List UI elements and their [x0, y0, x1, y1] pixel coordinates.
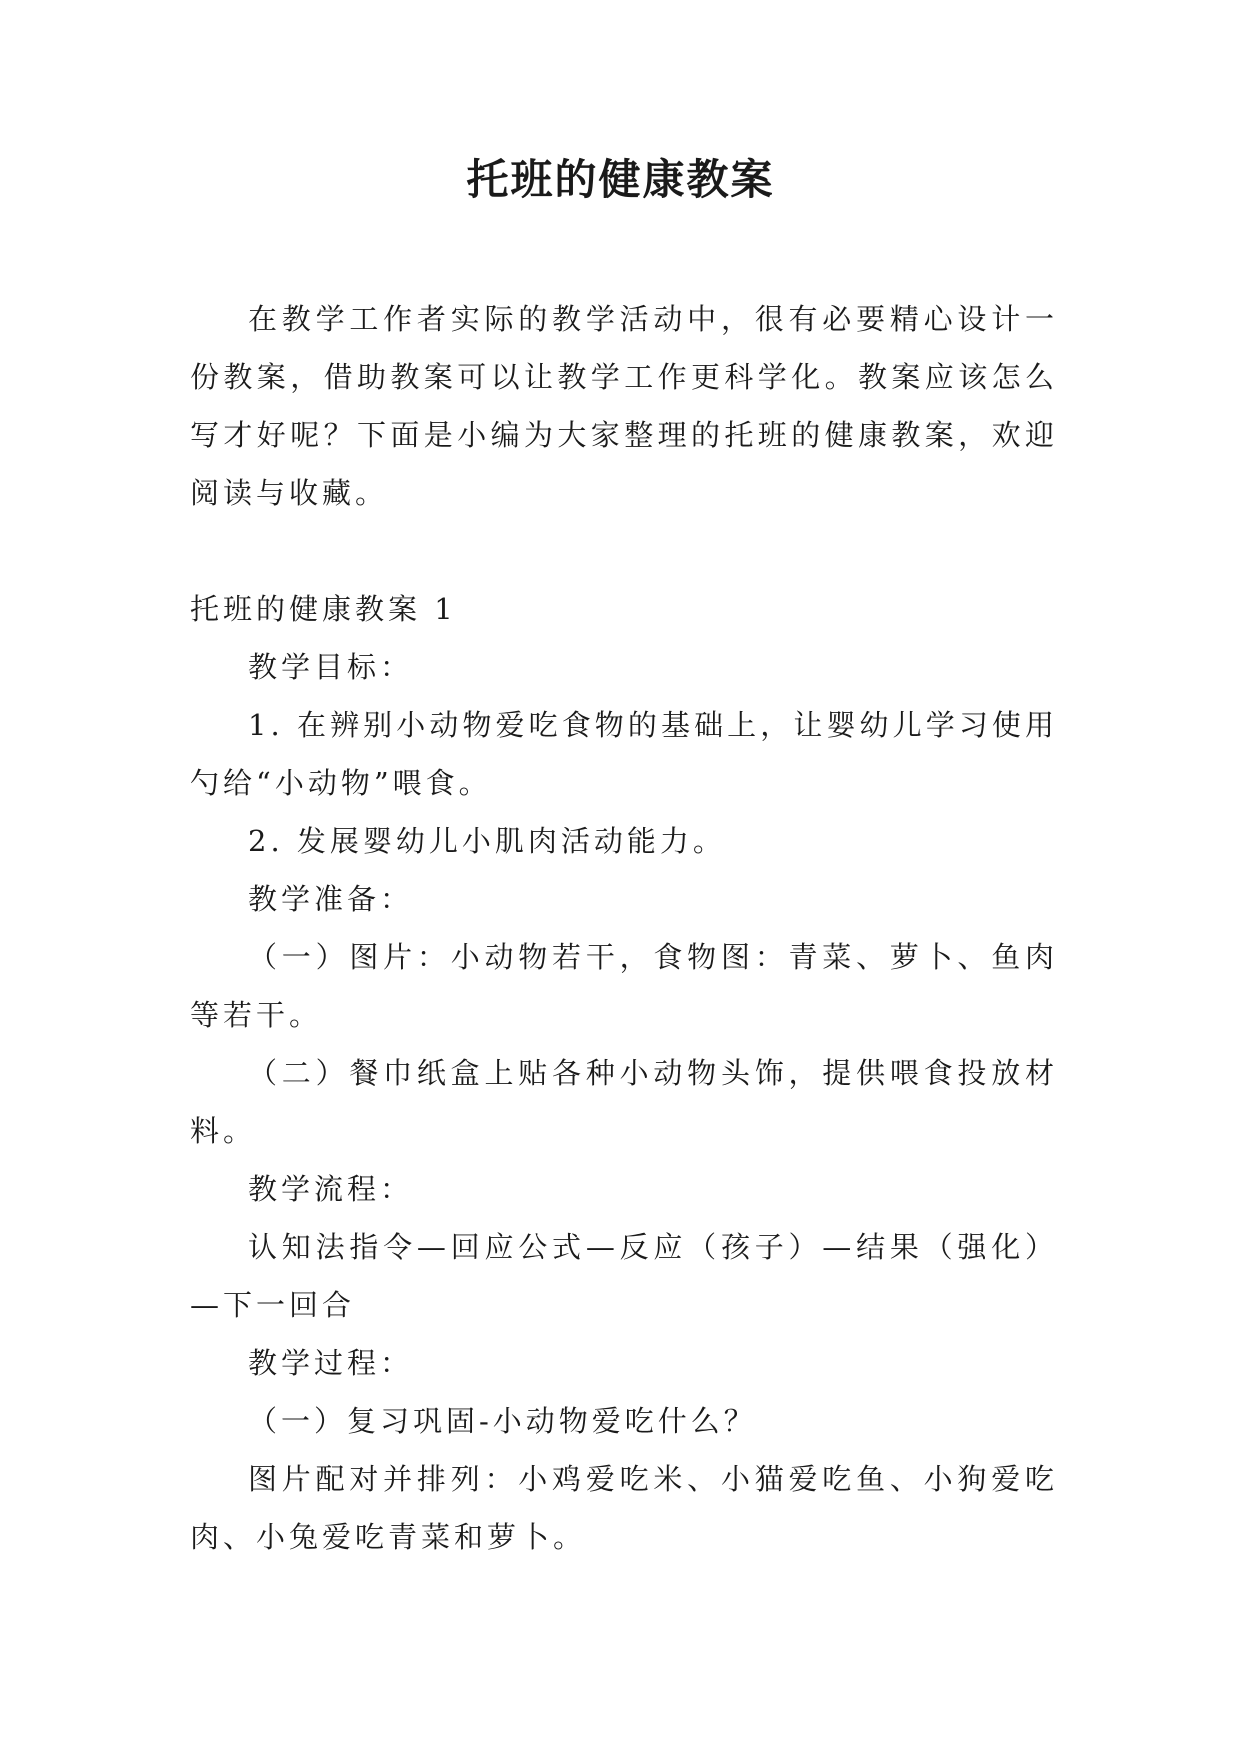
goals-heading: 教学目标：	[248, 650, 414, 684]
section-heading: 托班的健康教案 1	[190, 592, 457, 626]
document-title: 托班的健康教案	[466, 155, 775, 204]
intro-paragraph: 在教学工作者实际的教学活动中，很有必要精心设计一份教案，借助教案可以让教学工作更科学化。教案应该怎么写才好呢？下面是小编为大家整理的托班的健康教案，欢迎阅读与收藏。	[190, 302, 1058, 510]
flow-paragraph: 认知法指令—回应公式—反应（孩子）—结果（强化）—下一回合	[190, 1230, 1058, 1322]
prep-1-paragraph: （一）图片：小动物若干，食物图：青菜、萝卜、鱼肉等若干。	[190, 940, 1058, 1032]
document-body	[190, 290, 1058, 1566]
goal-2-paragraph: 2. 发展婴幼儿小肌肉活动能力。	[248, 824, 726, 858]
process-2-paragraph: 图片配对并排列：小鸡爱吃米、小猫爱吃鱼、小狗爱吃肉、小兔爱吃青菜和萝卜。	[190, 1462, 1058, 1554]
prep-heading: 教学准备：	[248, 882, 414, 916]
process-heading: 教学过程：	[248, 1346, 414, 1380]
goal-1-paragraph: 1. 在辨别小动物爱吃食物的基础上，让婴幼儿学习使用勺给“小动物”喂食。	[190, 708, 1058, 800]
process-1-paragraph: （一）复习巩固-小动物爱吃什么？	[248, 1404, 757, 1438]
prep-2-paragraph: （二）餐巾纸盒上贴各种小动物头饰，提供喂食投放材料。	[190, 1056, 1058, 1148]
flow-heading: 教学流程：	[248, 1172, 414, 1206]
paragraph-gap	[190, 522, 1058, 580]
